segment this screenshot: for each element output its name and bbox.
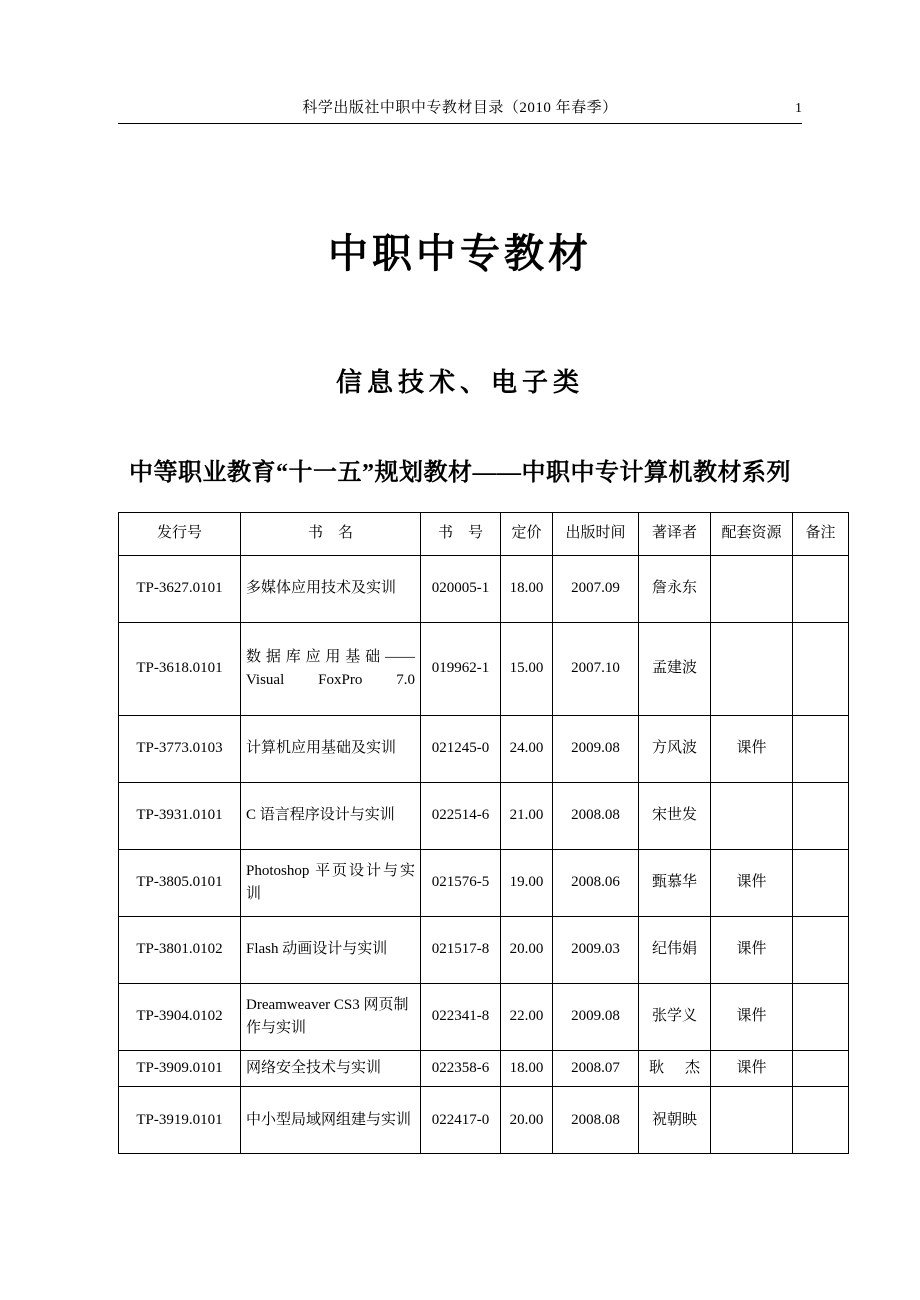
running-header-row	[118, 96, 802, 123]
table-row	[119, 1087, 849, 1154]
cell-date: 2009.08	[553, 984, 639, 1051]
cell-author: 纪伟娟	[639, 917, 711, 984]
cell-name: C 语言程序设计与实训	[241, 783, 421, 850]
cell-note	[793, 1087, 849, 1154]
column-header-resource: 配套资源	[711, 513, 793, 556]
cell-resource: 课件	[711, 984, 793, 1051]
cell-note	[793, 917, 849, 984]
cell-author: 宋世发	[639, 783, 711, 850]
column-header-isbn: 书 号	[421, 513, 501, 556]
cell-author: 詹永东	[639, 556, 711, 623]
cell-date: 2007.09	[553, 556, 639, 623]
cell-name: Dreamweaver CS3 网页制作与实训	[241, 984, 421, 1051]
cell-resource: 课件	[711, 917, 793, 984]
column-header-note: 备注	[793, 513, 849, 556]
cell-author: 方风波	[639, 716, 711, 783]
cell-date: 2009.03	[553, 917, 639, 984]
cell-name: Photoshop 平页设计与实训	[241, 850, 421, 917]
cell-issue: TP-3909.0101	[119, 1051, 241, 1087]
table-row	[119, 623, 849, 716]
table-row	[119, 1051, 849, 1087]
section-title: 中等职业教育“十一五”规划教材——中职中专计算机教材系列	[129, 460, 791, 486]
column-header-issue: 发行号	[119, 513, 241, 556]
cell-isbn: 019962-1	[421, 623, 501, 716]
column-header-date: 出版时间	[553, 513, 639, 556]
cell-price: 20.00	[501, 917, 553, 984]
column-header-price: 定价	[501, 513, 553, 556]
cell-author: 张学义	[639, 984, 711, 1051]
table-body	[119, 556, 849, 1154]
page-title: 中职中专教材	[328, 231, 592, 276]
cell-price: 22.00	[501, 984, 553, 1051]
cell-issue: TP-3627.0101	[119, 556, 241, 623]
running-header-title: 科学出版社中职中专教材目录（2010 年春季）	[302, 100, 618, 116]
cell-name: 多媒体应用技术及实训	[241, 556, 421, 623]
cell-resource: 课件	[711, 1051, 793, 1087]
cell-name: 计算机应用基础及实训	[241, 716, 421, 783]
cell-isbn: 020005-1	[421, 556, 501, 623]
cell-author: 祝朝映	[639, 1087, 711, 1154]
cell-note	[793, 850, 849, 917]
cell-isbn: 022514-6	[421, 783, 501, 850]
cell-isbn: 021517-8	[421, 917, 501, 984]
table-row	[119, 917, 849, 984]
cell-resource	[711, 1087, 793, 1154]
table-row	[119, 556, 849, 623]
cell-price: 19.00	[501, 850, 553, 917]
cell-note	[793, 984, 849, 1051]
cell-note	[793, 556, 849, 623]
table-row	[119, 850, 849, 917]
cell-isbn: 021576-5	[421, 850, 501, 917]
catalog-table-wrapper	[118, 512, 848, 1154]
cell-price: 15.00	[501, 623, 553, 716]
page-number: 1	[795, 101, 802, 116]
cell-issue: TP-3801.0102	[119, 917, 241, 984]
table-header	[119, 513, 849, 556]
cell-date: 2008.06	[553, 850, 639, 917]
cell-price: 18.00	[501, 556, 553, 623]
column-header-name: 书 名	[241, 513, 421, 556]
cell-issue: TP-3805.0101	[119, 850, 241, 917]
cell-issue: TP-3919.0101	[119, 1087, 241, 1154]
cell-name: 网络安全技术与实训	[241, 1051, 421, 1087]
cell-resource: 课件	[711, 716, 793, 783]
cell-date: 2008.08	[553, 783, 639, 850]
cell-issue: TP-3773.0103	[119, 716, 241, 783]
cell-price: 21.00	[501, 783, 553, 850]
column-header-author: 著译者	[639, 513, 711, 556]
cell-date: 2008.08	[553, 1087, 639, 1154]
table-row	[119, 984, 849, 1051]
cell-author: 甄慕华	[639, 850, 711, 917]
cell-isbn: 022417-0	[421, 1087, 501, 1154]
cell-note	[793, 623, 849, 716]
cell-isbn: 022341-8	[421, 984, 501, 1051]
cell-note	[793, 783, 849, 850]
cell-price: 20.00	[501, 1087, 553, 1154]
cell-issue: TP-3904.0102	[119, 984, 241, 1051]
cell-note	[793, 716, 849, 783]
cell-resource	[711, 623, 793, 716]
cell-author: 孟建波	[639, 623, 711, 716]
running-header	[118, 96, 802, 124]
cell-isbn: 021245-0	[421, 716, 501, 783]
page-subtitle: 信息技术、电子类	[335, 368, 584, 398]
table-header-row	[119, 513, 849, 556]
cell-name: Flash 动画设计与实训	[241, 917, 421, 984]
cell-isbn: 022358-6	[421, 1051, 501, 1087]
cell-issue: TP-3618.0101	[119, 623, 241, 716]
table-row	[119, 783, 849, 850]
cell-issue: TP-3931.0101	[119, 783, 241, 850]
cell-resource	[711, 556, 793, 623]
cell-author: 耿 杰	[639, 1051, 711, 1087]
catalog-table	[118, 512, 849, 1154]
cell-name: 数据库应用基础——Visual FoxPro 7.0	[241, 623, 421, 716]
cell-name: 中小型局域网组建与实训	[241, 1087, 421, 1154]
cell-date: 2008.07	[553, 1051, 639, 1087]
cell-price: 18.00	[501, 1051, 553, 1087]
cell-price: 24.00	[501, 716, 553, 783]
cell-resource	[711, 783, 793, 850]
cell-date: 2009.08	[553, 716, 639, 783]
cell-note	[793, 1051, 849, 1087]
cell-resource: 课件	[711, 850, 793, 917]
header-divider	[118, 123, 802, 124]
table-row	[119, 716, 849, 783]
cell-date: 2007.10	[553, 623, 639, 716]
